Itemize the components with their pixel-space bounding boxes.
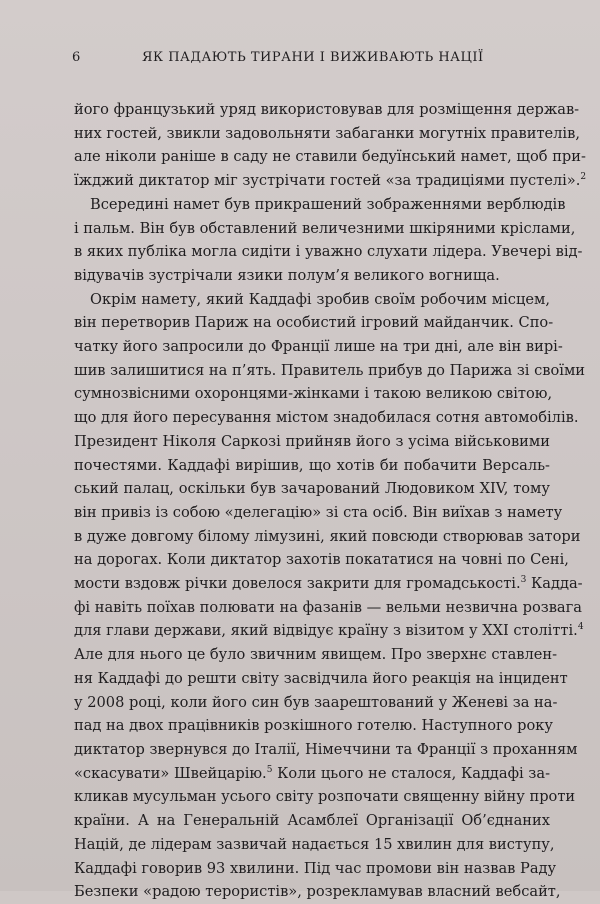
text-line	[74, 382, 553, 406]
text-line	[74, 311, 554, 335]
line-text: шив залишитися на п’ять. Правитель прибув до Парижа зі своїми	[74, 361, 586, 379]
text-line	[74, 619, 584, 643]
line-text: фі навіть поїхав полювати на фазанів — вельми незвична розвага	[74, 598, 582, 616]
line-text: в яких публіка могла сидіти і уважно слухати лідера. Увечері від-	[74, 243, 583, 261]
footnote-marker: 4	[577, 622, 584, 633]
text-line	[74, 406, 579, 430]
line-text: країни. А на Генеральній Асамблеї Організації Об’єднаних	[74, 812, 550, 830]
text-line	[74, 762, 550, 786]
line-text: «скасувати» Швейцарію.	[74, 764, 267, 782]
line-text: у 2008 році, коли його син був заарештований у Женеві за на-	[74, 693, 558, 711]
line-text: ський палац, оскільки був зачарований Людовиком XIV, тому	[74, 480, 550, 498]
text-line	[74, 145, 586, 169]
text-line	[74, 122, 580, 146]
line-text-continued: Коли цього не сталося, Каддафі за-	[272, 764, 550, 782]
line-text: його французький уряд використовував для розміщення держав-	[74, 101, 580, 118]
line-text: Націй, де лідерам зазвичай надається 15 хвилин для виступу,	[74, 835, 555, 853]
text-line	[74, 335, 563, 359]
running-title: ЯК ПАДАЮТЬ ТИРАНИ І ВИЖИВАЮТЬ НАЦІЇ	[142, 50, 484, 65]
text-line	[74, 643, 558, 667]
text-line	[74, 359, 586, 383]
page-number: 6	[72, 50, 81, 65]
text-line	[74, 809, 550, 833]
text-line	[74, 714, 553, 738]
footnote-marker: 2	[580, 172, 587, 183]
line-text: них гостей, звикли задовольняти забаганки могутніх правителів,	[74, 124, 580, 142]
footnote-marker: 3	[520, 575, 527, 586]
text-line	[74, 193, 566, 217]
text-line	[74, 430, 550, 454]
line-text: чатку його запросили до Франції лише на три дні, але він вирі-	[74, 338, 563, 356]
line-text-continued: Кадда-	[526, 575, 583, 593]
text-line	[74, 501, 563, 525]
text-line	[74, 98, 580, 122]
line-text: для глави держави, який відвідує країну з візитом у XXI столітті.	[74, 622, 578, 640]
text-line	[74, 857, 557, 881]
text-line	[74, 477, 550, 501]
line-text: в дуже довгому білому лімузині, який повсюди створював затори	[74, 527, 581, 545]
line-text: ня Каддафі до решти світу засвідчила його реакція на інцидент	[74, 669, 568, 687]
line-text: і пальм. Він був обставлений величезними шкіряними кріслами,	[74, 219, 576, 237]
line-text: Каддафі говорив 93 хвилини. Під час промови він назвав Раду	[74, 859, 557, 877]
text-line	[74, 217, 576, 241]
line-text: він перетворив Париж на особистий ігровий майданчик. Спо-	[74, 314, 554, 332]
line-text: Президент Ніколя Саркозі прийняв його з усіма військовими	[74, 432, 550, 450]
text-line	[74, 596, 582, 620]
text-line	[74, 667, 568, 691]
line-text: сумнозвісними охоронцями-жінками і такою великою світою,	[74, 385, 553, 403]
line-text: мости вздовж річки довелося закрити для громадськості.	[74, 575, 521, 593]
line-text: але ніколи раніше в саду не ставили бедуїнський намет, щоб при-	[74, 148, 586, 166]
text-line	[74, 738, 578, 762]
text-line	[74, 169, 587, 193]
line-text: Безпеки «радою терористів», розрекламував власний вебсайт,	[74, 883, 561, 901]
text-line	[74, 785, 576, 809]
line-text: він привіз із собою «делегацію» зі ста осіб. Він виїхав з намету	[74, 503, 563, 521]
line-text: диктатор звернувся до Італії, Німеччини та Франції з проханням	[74, 740, 578, 758]
line-text: відувачів зустрічали язики полум’я великого вогнища.	[74, 266, 500, 284]
text-line	[74, 880, 561, 904]
text-line	[74, 454, 550, 478]
line-text: що для його пересування містом знадобилася сотня автомобілів.	[74, 409, 579, 427]
line-text: кликав мусульман усього світу розпочати священну війну проти	[74, 788, 576, 806]
text-line	[74, 525, 581, 549]
text-line	[74, 288, 550, 312]
line-text: почестями. Каддафі вирішив, що хотів би побачити Версаль-	[74, 456, 550, 474]
line-text: Але для нього це було звичним явищем. Про зверхнє ставлен-	[74, 646, 558, 664]
text-line	[74, 264, 550, 288]
text-line	[74, 548, 569, 572]
page-header	[72, 50, 528, 72]
line-text: пад на двох працівників розкішного готелю. Наступного року	[74, 717, 553, 735]
text-line	[74, 691, 558, 715]
text-line	[74, 833, 555, 857]
text-line	[74, 572, 583, 596]
line-text: Всередині намет був прикрашений зображеннями верблюдів	[90, 195, 566, 213]
line-text: на дорогах. Коли диктатор захотів покататися на човні по Сені,	[74, 551, 569, 569]
line-text: їжджий диктатор міг зустрічати гостей «за традиціями пустелі».	[74, 172, 581, 190]
line-text: Окрім намету, який Каддафі зробив своїм робочим місцем,	[90, 290, 550, 308]
body-text	[74, 98, 587, 904]
text-line	[74, 240, 583, 264]
footnote-marker: 5	[266, 764, 273, 775]
